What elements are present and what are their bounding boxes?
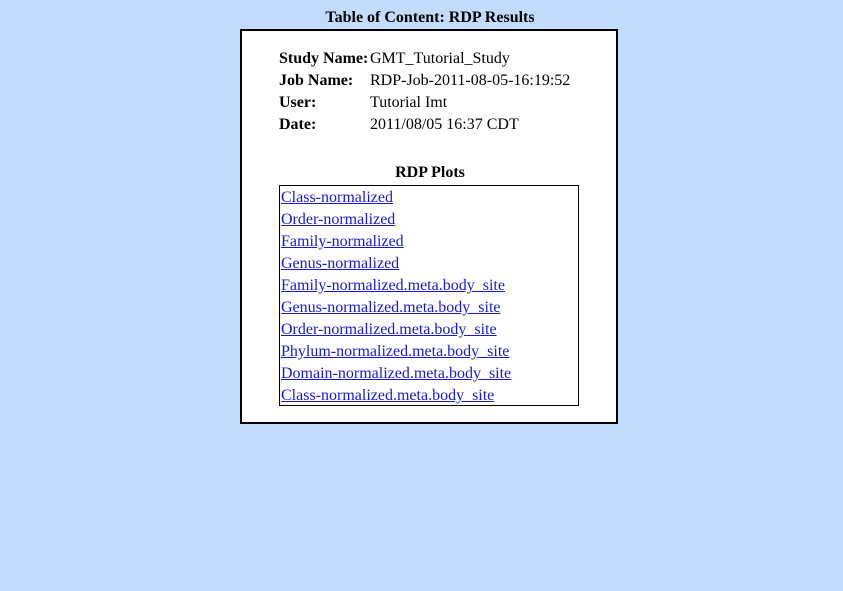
job-info-table bbox=[279, 48, 570, 136]
job-name-value: RDP-Job-2011-08-05-16:19:52 bbox=[370, 72, 571, 89]
rdp-plots-list bbox=[279, 185, 579, 406]
plot-link-order-normalized[interactable]: Order-normalized bbox=[281, 211, 396, 228]
date-label: Date: bbox=[279, 116, 317, 133]
page-title: Table of Content: RDP Results bbox=[325, 9, 535, 26]
list-item bbox=[280, 319, 578, 341]
list-item bbox=[280, 297, 578, 319]
plot-link-class-normalized-meta-body-site[interactable]: Class-normalized.meta.body_site bbox=[281, 387, 495, 404]
plot-link-class-normalized[interactable]: Class-normalized bbox=[281, 189, 393, 206]
list-item bbox=[280, 209, 578, 231]
study-name-label: Study Name: bbox=[279, 50, 369, 67]
list-item bbox=[280, 275, 578, 297]
plot-link-genus-normalized[interactable]: Genus-normalized bbox=[281, 255, 400, 272]
user-value: Tutorial Imt bbox=[370, 94, 448, 111]
list-item bbox=[280, 253, 578, 275]
list-item bbox=[280, 187, 578, 209]
info-row-date bbox=[279, 114, 570, 136]
list-item bbox=[280, 363, 578, 385]
job-name-label: Job Name: bbox=[279, 72, 354, 89]
plot-link-family-normalized[interactable]: Family-normalized bbox=[281, 233, 404, 250]
plot-link-phylum-normalized-meta-body-site[interactable]: Phylum-normalized.meta.body_site bbox=[281, 343, 510, 360]
info-row-user bbox=[279, 92, 570, 114]
list-item bbox=[280, 231, 578, 253]
rdp-plots-heading: RDP Plots bbox=[395, 164, 465, 181]
plot-link-domain-normalized-meta-body-site[interactable]: Domain-normalized.meta.body_site bbox=[281, 365, 512, 382]
plot-link-order-normalized-meta-body-site[interactable]: Order-normalized.meta.body_site bbox=[281, 321, 497, 338]
date-value: 2011/08/05 16:37 CDT bbox=[370, 116, 519, 133]
table-of-content-box bbox=[240, 29, 618, 424]
info-row-job-name bbox=[279, 70, 570, 92]
info-row-study-name bbox=[279, 48, 570, 70]
plot-link-family-normalized-meta-body-site[interactable]: Family-normalized.meta.body_site bbox=[281, 277, 505, 294]
user-label: User: bbox=[279, 94, 317, 111]
list-item bbox=[280, 385, 578, 407]
plot-link-genus-normalized-meta-body-site[interactable]: Genus-normalized.meta.body_site bbox=[281, 299, 501, 316]
list-item bbox=[280, 341, 578, 363]
study-name-value: GMT_Tutorial_Study bbox=[370, 50, 510, 67]
